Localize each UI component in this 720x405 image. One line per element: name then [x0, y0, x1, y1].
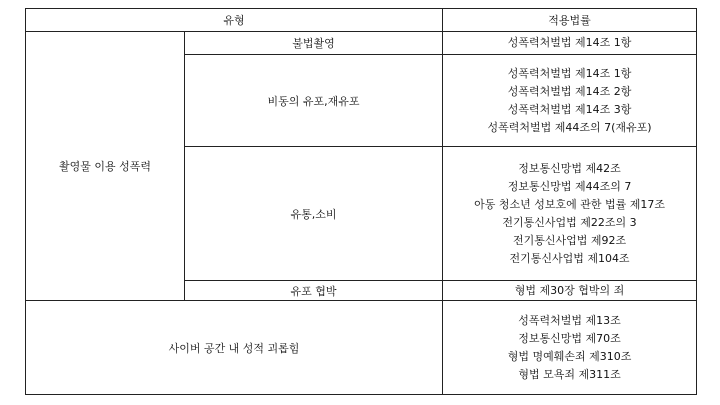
law-item: 성폭력처벌법 제14조 2항	[507, 84, 632, 98]
category-cyber: 사이버 공간 내 성적 괴롭힘	[26, 301, 443, 395]
law-table	[25, 8, 697, 395]
law-item: 전기통신사업법 제22조의 3	[502, 215, 637, 229]
table-row	[26, 301, 697, 395]
category-filming: 촬영물 이용 성폭력	[26, 32, 185, 301]
law-item: 성폭력처벌법 제14조 3항	[507, 102, 632, 116]
header-type: 유형	[26, 9, 443, 32]
law-item: 형법 명예훼손죄 제310조	[507, 349, 632, 363]
type-cell: 불법촬영	[185, 32, 443, 55]
type-cell: 비동의 유포,재유포	[185, 55, 443, 147]
law-item: 형법 제30장 협박의 죄	[514, 283, 625, 297]
law-item: 아동 청소년 성보호에 관한 법률 제17조	[474, 197, 665, 211]
law-cell	[443, 281, 697, 301]
law-cell	[443, 55, 697, 147]
law-item: 성폭력처벌법 제14조 1항	[507, 36, 632, 49]
table-header-row	[26, 9, 697, 32]
law-item: 형법 모욕죄 제311조	[518, 367, 621, 381]
law-item: 성폭력처벌법 제13조	[518, 313, 621, 327]
type-cell: 유통,소비	[185, 147, 443, 281]
law-item: 전기통신사업법 제104조	[509, 251, 630, 265]
law-item: 전기통신사업법 제92조	[512, 233, 627, 247]
table-row	[26, 32, 697, 55]
type-cell: 유포 협박	[185, 281, 443, 301]
law-cell	[443, 147, 697, 281]
law-cell	[443, 301, 697, 395]
header-law: 적용법률	[443, 9, 697, 32]
law-item: 정보통신망법 제70조	[518, 331, 621, 345]
law-cell	[443, 32, 697, 55]
law-item: 정보통신망법 제44조의 7	[507, 179, 632, 193]
law-item: 성폭력처벌법 제14조 1항	[507, 66, 632, 80]
law-item: 정보통신망법 제42조	[518, 161, 621, 175]
law-item: 성폭력처벌법 제44조의 7(재유포)	[487, 120, 652, 134]
